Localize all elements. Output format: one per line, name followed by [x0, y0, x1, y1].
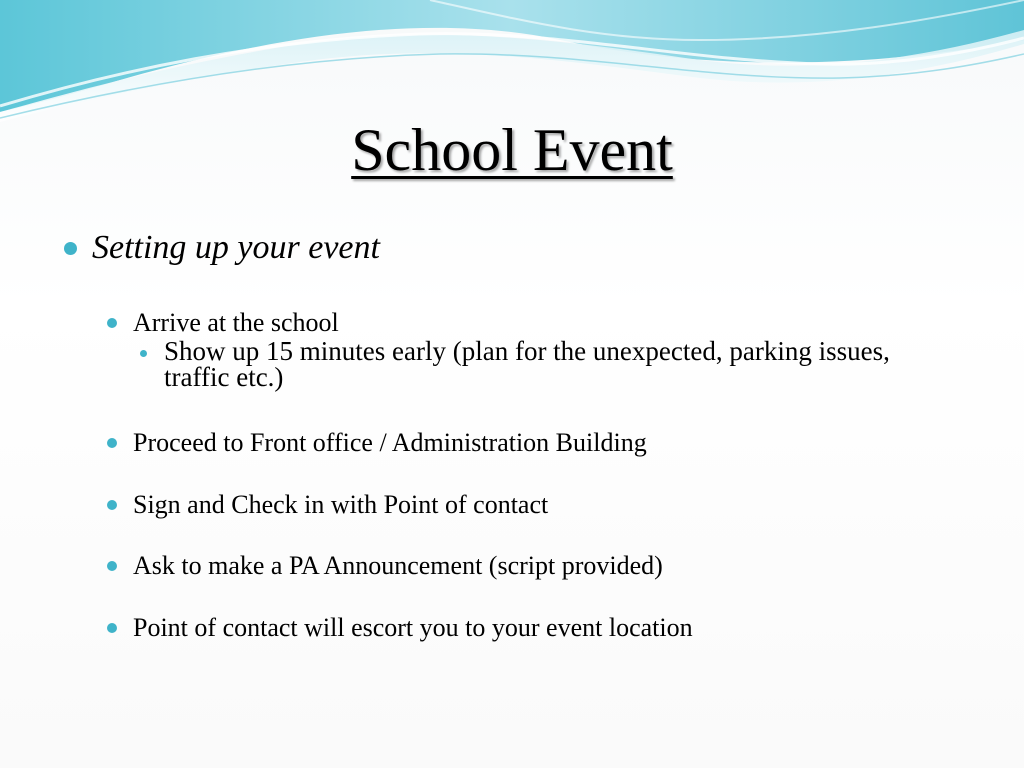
- bullet-dot-icon: [107, 561, 117, 571]
- list-item-text: Arrive at the school: [133, 308, 339, 337]
- bullet-dot-icon: [64, 242, 77, 255]
- bullet-dot-icon: [140, 350, 147, 357]
- list-item: [133, 306, 339, 340]
- list-item: [133, 426, 647, 460]
- bullet-dot-icon: [107, 623, 117, 633]
- bullet-dot-icon: [107, 318, 117, 328]
- sub-list-item-text: Show up 15 minutes early (plan for the unexpected, parking issues, traffic etc.): [164, 336, 890, 392]
- list-item-text: Proceed to Front office / Administration Building: [133, 428, 647, 457]
- list-item: [133, 549, 663, 583]
- sub-list-item: [164, 338, 944, 390]
- list-item: [133, 611, 693, 645]
- list-item-text: Point of contact will escort you to your event location: [133, 613, 693, 642]
- list-item-text: Sign and Check in with Point of contact: [133, 490, 549, 519]
- header-wave-decoration: [0, 0, 1024, 130]
- slide-title: School Event: [351, 117, 673, 183]
- main-bullet: [92, 224, 380, 272]
- main-bullet-text: Setting up your event: [92, 229, 380, 266]
- bullet-dot-icon: [107, 438, 117, 448]
- list-item: [133, 488, 548, 522]
- bullet-dot-icon: [107, 500, 117, 510]
- list-item-text: Ask to make a PA Announcement (script provided): [133, 551, 663, 580]
